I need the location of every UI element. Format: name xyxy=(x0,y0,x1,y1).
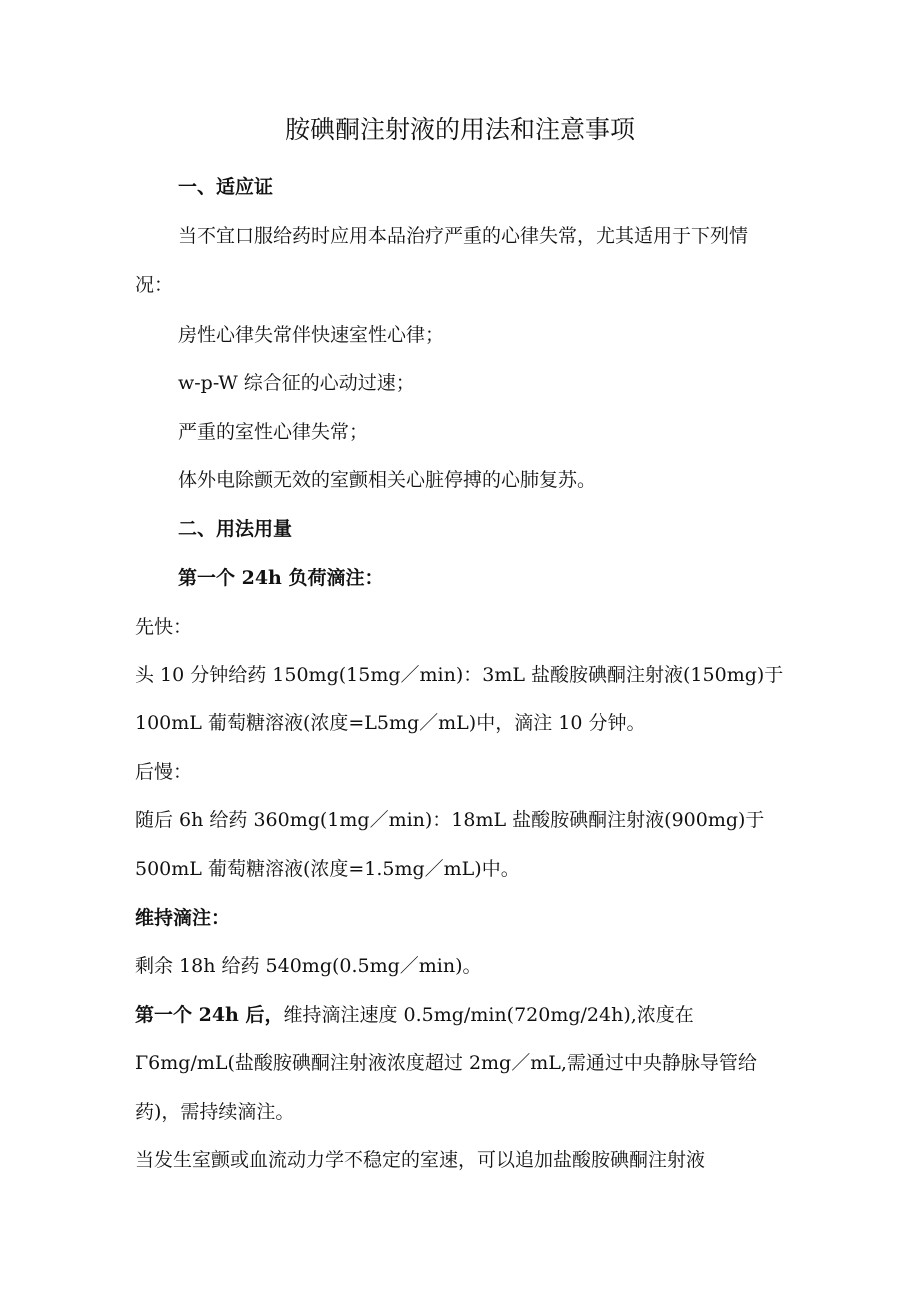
indications-intro-line-2: 况： xyxy=(135,274,174,296)
after-24h-rest: 维持滴注速度 0.5mg/min(720mg/24h),浓度在 xyxy=(283,1004,694,1026)
vf-supplement-line: 当发生室颤或血流动力学不稳定的室速，可以追加盐酸胺碘酮注射液 xyxy=(135,1149,706,1171)
section-heading-dosage: 二、用法用量 xyxy=(178,518,293,540)
after-24h-bold: 第一个 24h 后， xyxy=(135,1004,284,1026)
after-24h-line-2: Γ6mg/mL(盐酸胺碘酮注射液浓度超过 2mg／mL,需通过中央静脉导管给 xyxy=(135,1052,757,1074)
after-24h-line-3: 药)，需持续滴注。 xyxy=(135,1101,295,1123)
indication-item: w-p-W 综合征的心动过速； xyxy=(178,372,415,394)
maintenance-line: 剩余 18h 给药 540mg(0.5mg／min)。 xyxy=(135,955,482,977)
loading-infusion-heading: 第一个 24h 负荷滴注： xyxy=(178,567,384,589)
indication-item: 体外电除颤无效的室颤相关心脏停搏的心肺复苏。 xyxy=(178,469,597,491)
slow-phase-line-2: 500mL 葡萄糖溶液(浓度=1.5mg／mL)中。 xyxy=(135,858,520,880)
indication-item: 房性心律失常伴快速室性心律； xyxy=(178,324,445,346)
fast-phase-line-1: 头 10 分钟给药 150mg(15mg／min)：3mL 盐酸胺碘酮注射液(150mg)于 xyxy=(135,664,784,686)
fast-phase-line-2: 100mL 葡萄糖溶液(浓度=L5mg／mL)中，滴注 10 分钟。 xyxy=(135,712,646,734)
after-24h-line-1 xyxy=(135,1002,694,1028)
section-heading-indications: 一、适应证 xyxy=(178,176,274,198)
slow-phase-line-1: 随后 6h 给药 360mg(1mg／min)：18mL 盐酸胺碘酮注射液(900mg)于 xyxy=(135,809,765,831)
fast-phase-label: 先快： xyxy=(135,616,193,638)
maintenance-label: 维持滴注： xyxy=(135,907,231,929)
slow-phase-label: 后慢： xyxy=(135,761,193,783)
indications-intro-line-1: 当不宜口服给药时应用本品治疗严重的心律失常，尤其适用于下列情 xyxy=(178,225,749,247)
indication-item: 严重的室性心律失常； xyxy=(178,421,369,443)
page-title: 胺碘酮注射液的用法和注意事项 xyxy=(284,115,635,144)
